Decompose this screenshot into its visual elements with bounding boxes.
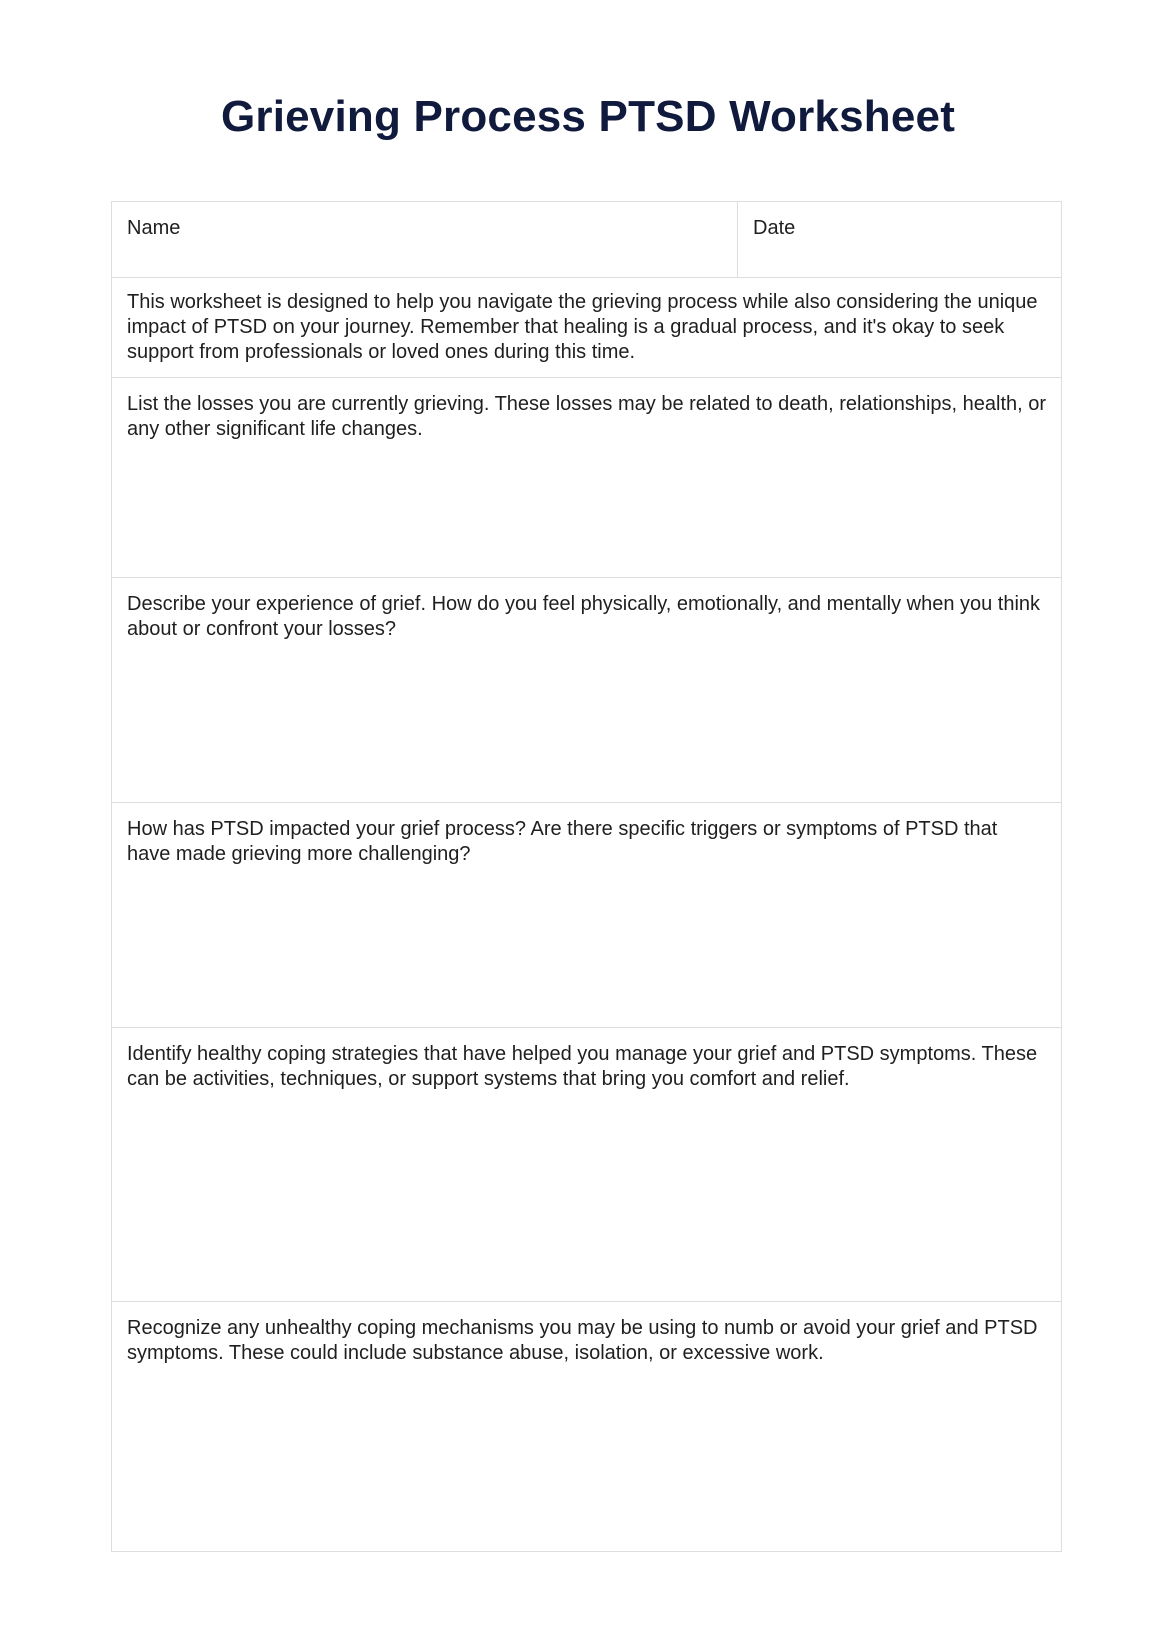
- page-title: Grieving Process PTSD Worksheet: [220, 92, 956, 141]
- name-label: Name: [127, 217, 181, 239]
- date-label: Date: [753, 217, 796, 239]
- prompt-row-5[interactable]: [112, 1301, 1061, 1551]
- prompt-losses: List the losses you are currently grieving. These losses may be related to death, relationships, health, or any other significant life changes.: [127, 393, 1047, 440]
- name-field[interactable]: [112, 202, 738, 277]
- prompt-row-3[interactable]: [112, 802, 1061, 1027]
- name-date-row: [112, 202, 1061, 277]
- date-field[interactable]: [738, 202, 1061, 277]
- worksheet-table: [111, 201, 1062, 1552]
- intro-text: This worksheet is designed to help you navigate the grieving process while also considering the unique impact of PTSD on your journey. Remember that healing is a gradual process, and it's okay to seek support from professionals or loved ones during this time.: [127, 291, 1038, 363]
- intro-row: [112, 277, 1061, 377]
- prompt-ptsd-impact: How has PTSD impacted your grief process? Are there specific triggers or symptoms of PTSD that have made grieving more challenging?: [127, 818, 998, 865]
- prompt-row-2[interactable]: [112, 577, 1061, 802]
- prompt-unhealthy-coping: Recognize any unhealthy coping mechanisms you may be using to numb or avoid your grief and PTSD symptoms. These could include substance abuse, isolation, or excessive work.: [127, 1317, 1038, 1364]
- prompt-healthy-coping: Identify healthy coping strategies that have helped you manage your grief and PTSD symptoms. These can be activities, techniques, or support systems that bring you comfort and relief.: [127, 1043, 1038, 1090]
- prompt-grief-experience: Describe your experience of grief. How do you feel physically, emotionally, and mentally when you think about or confront your losses?: [127, 593, 1041, 640]
- prompt-row-1[interactable]: [112, 377, 1061, 577]
- prompt-row-4[interactable]: [112, 1027, 1061, 1301]
